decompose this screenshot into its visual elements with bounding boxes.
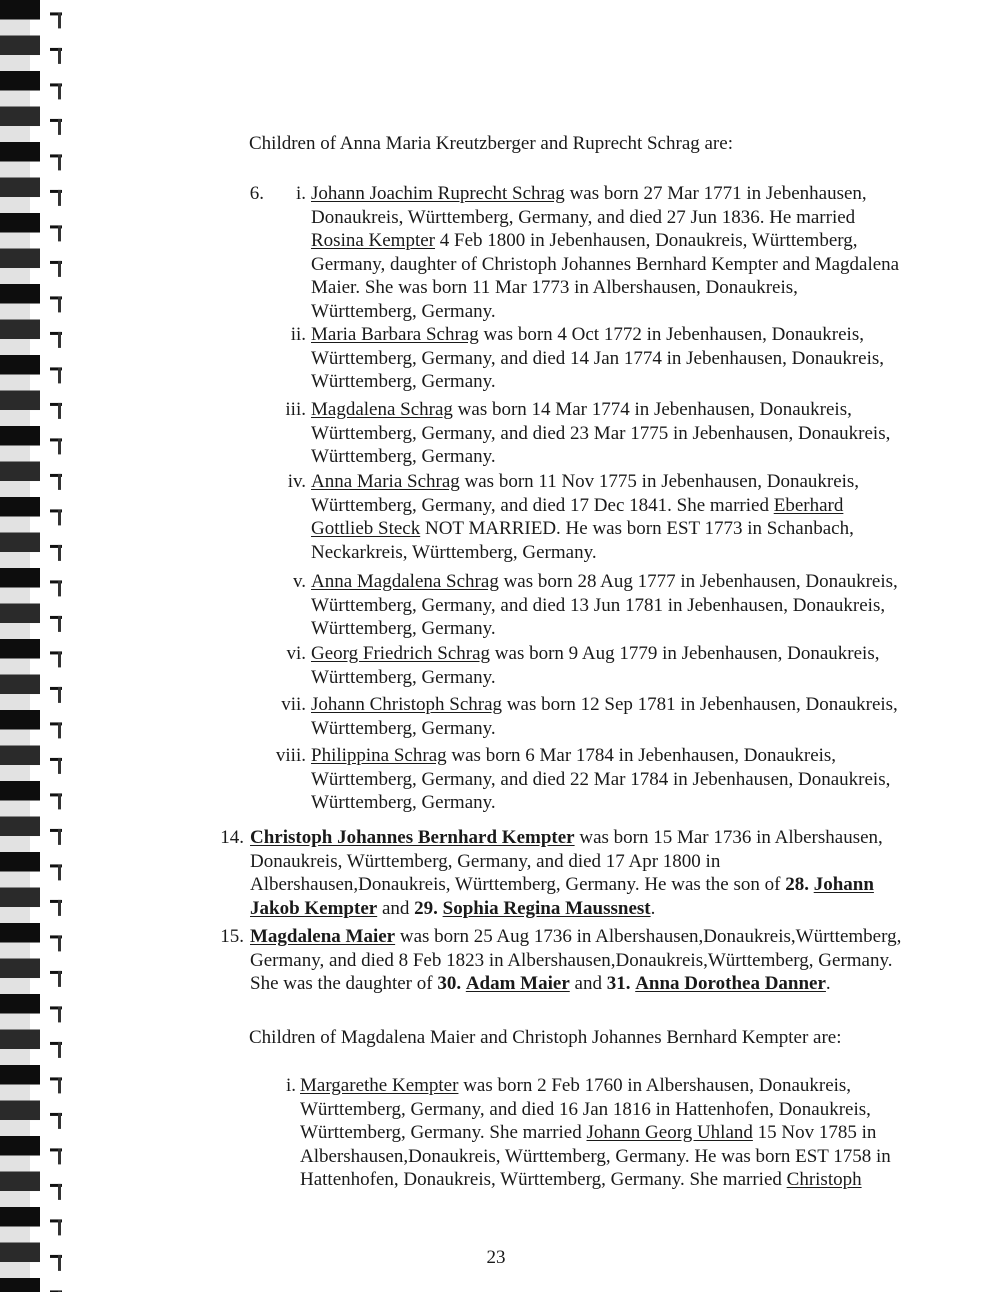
person-link[interactable]: Christoph Johannes Bernhard Kempter <box>250 827 575 848</box>
list-item: Margarethe Kempter was born 2 Feb 1760 in Albershausen, Donaukreis, Württemberg, Germany, and died 16 Jan 1816 in Hattenhofen, Donaukreis, Württemberg, Germany. She married Johann Georg Uhland 15 Nov 1785 in Albershausen,Donaukreis, Württemberg, Germany. He was born EST 1758 in Hattenhofen, Donaukreis, Württemberg, Germany. She married Christoph <box>300 1075 891 1190</box>
person-link[interactable]: Maria Barbara Schrag <box>311 324 479 345</box>
person-link[interactable]: Magdalena Schrag <box>311 399 453 420</box>
roman-iii: iii. <box>285 399 306 420</box>
roman-viii: viii. <box>275 745 306 766</box>
roman-i: i. <box>295 183 306 204</box>
person-link[interactable]: Christoph <box>786 1169 862 1190</box>
person-link[interactable]: Anna Dorothea Danner <box>635 973 826 994</box>
person-link[interactable]: Eberhard <box>773 494 844 516</box>
person-link[interactable]: Gottlieb Steck <box>311 518 421 539</box>
person-link[interactable]: Margarethe Kempter <box>300 1075 459 1096</box>
person-link[interactable]: Rosina Kempter <box>311 230 436 251</box>
children-heading-schrag: Children of Anna Maria Kreutzberger and Ruprecht Schrag are: <box>249 133 733 154</box>
page-number: 23 <box>486 1247 506 1268</box>
ancestor-entry-15: Magdalena Maier was born 25 Aug 1736 in Albershausen,Donaukreis,Württemberg, Germany, and died 8 Feb 1823 in Albershausen,Donaukreis,Württemberg, Germany. She was the daughter of 30. Adam Maier and 31. Anna Dorothea Danner. <box>250 926 902 994</box>
person-link[interactable]: Magdalena Maier <box>250 926 396 947</box>
list-item: Georg Friedrich Schrag was born 9 Aug 1779 in Jebenhausen, Donaukreis, Württemberg, Germany. <box>311 643 880 688</box>
person-link[interactable]: Philippina Schrag <box>311 745 447 766</box>
person-link[interactable]: Adam Maier <box>465 973 570 994</box>
ahnentafel-number-6: 6. <box>249 183 264 204</box>
person-link[interactable]: Johann Joachim Ruprecht Schrag <box>311 183 565 204</box>
children-heading-kempter: Children of Magdalena Maier and Christoph Johannes Bernhard Kempter are: <box>249 1027 842 1048</box>
person-link[interactable]: Johann Christoph Schrag <box>311 694 503 715</box>
ancestor-entry-14: Christoph Johannes Bernhard Kempter was born 15 Mar 1736 in Albershausen, Donaukreis, Württemberg, Germany, and died 17 Apr 1800 in Albershausen,Donaukreis, Württemberg, Germany. He was the son of 28. Johann Jakob Kempter and 29. Sophia Regina Maussnest. <box>250 827 883 919</box>
person-link[interactable]: Johann Georg Uhland <box>586 1122 753 1143</box>
person-link[interactable]: Sophia Regina Maussnest <box>442 897 651 919</box>
list-item: Johann Joachim Ruprecht Schrag was born 27 Mar 1771 in Jebenhausen, Donaukreis, Württemberg, Germany, and died 27 Jun 1836. He married Rosina Kempter 4 Feb 1800 in Jebenhausen, Donaukreis, Württemberg, Germany, daughter of Christoph Johannes Bernhard Kempter and Magdalena Maier. She was born 11 Mar 1773 in Albershausen, Donaukreis, Württemberg, Germany. <box>311 183 900 322</box>
roman-i: i. <box>285 1075 296 1096</box>
person-link[interactable]: Anna Magdalena Schrag <box>311 571 499 592</box>
list-item: Magdalena Schrag was born 14 Mar 1774 in Jebenhausen, Donaukreis, Württemberg, Germany, and died 23 Mar 1775 in Jebenhausen, Donaukreis, Württemberg, Germany. <box>311 399 891 467</box>
list-item: Anna Magdalena Schrag was born 28 Aug 1777 in Jebenhausen, Donaukreis, Württemberg, Germany, and died 13 Jun 1781 in Jebenhausen, Donaukreis, Württemberg, Germany. <box>311 571 898 639</box>
roman-v: v. <box>292 571 306 592</box>
list-item: Anna Maria Schrag was born 11 Nov 1775 in Jebenhausen, Donaukreis, Württemberg, Germany, and died 17 Dec 1841. She married Eberhard Gottlieb Steck NOT MARRIED. He was born EST 1773 in Schanbach, Neckarkreis, Württemberg, Germany. <box>311 471 860 563</box>
person-link[interactable]: Jakob Kempter <box>250 897 378 919</box>
roman-ii: ii. <box>290 324 306 345</box>
roman-vi: vi. <box>286 643 306 664</box>
list-item: Philippina Schrag was born 6 Mar 1784 in Jebenhausen, Donaukreis, Württemberg, Germany, and died 22 Mar 1784 in Jebenhausen, Donaukreis, Württemberg, Germany. <box>311 745 891 813</box>
person-link[interactable]: Georg Friedrich Schrag <box>311 643 491 664</box>
list-item: Johann Christoph Schrag was born 12 Sep 1781 in Jebenhausen, Donaukreis, Württemberg, Germany. <box>311 694 898 739</box>
roman-iv: iv. <box>287 471 306 492</box>
ahnentafel-number-14: 14. <box>220 827 244 848</box>
roman-vii: vii. <box>281 694 306 715</box>
person-link[interactable]: Johann <box>813 874 874 895</box>
list-item: Maria Barbara Schrag was born 4 Oct 1772 in Jebenhausen, Donaukreis, Württemberg, Germany, and died 14 Jan 1774 in Jebenhausen, Donaukreis, Württemberg, Germany. <box>311 324 885 392</box>
person-link[interactable]: Anna Maria Schrag <box>311 471 460 492</box>
ahnentafel-number-15: 15. <box>220 926 244 947</box>
